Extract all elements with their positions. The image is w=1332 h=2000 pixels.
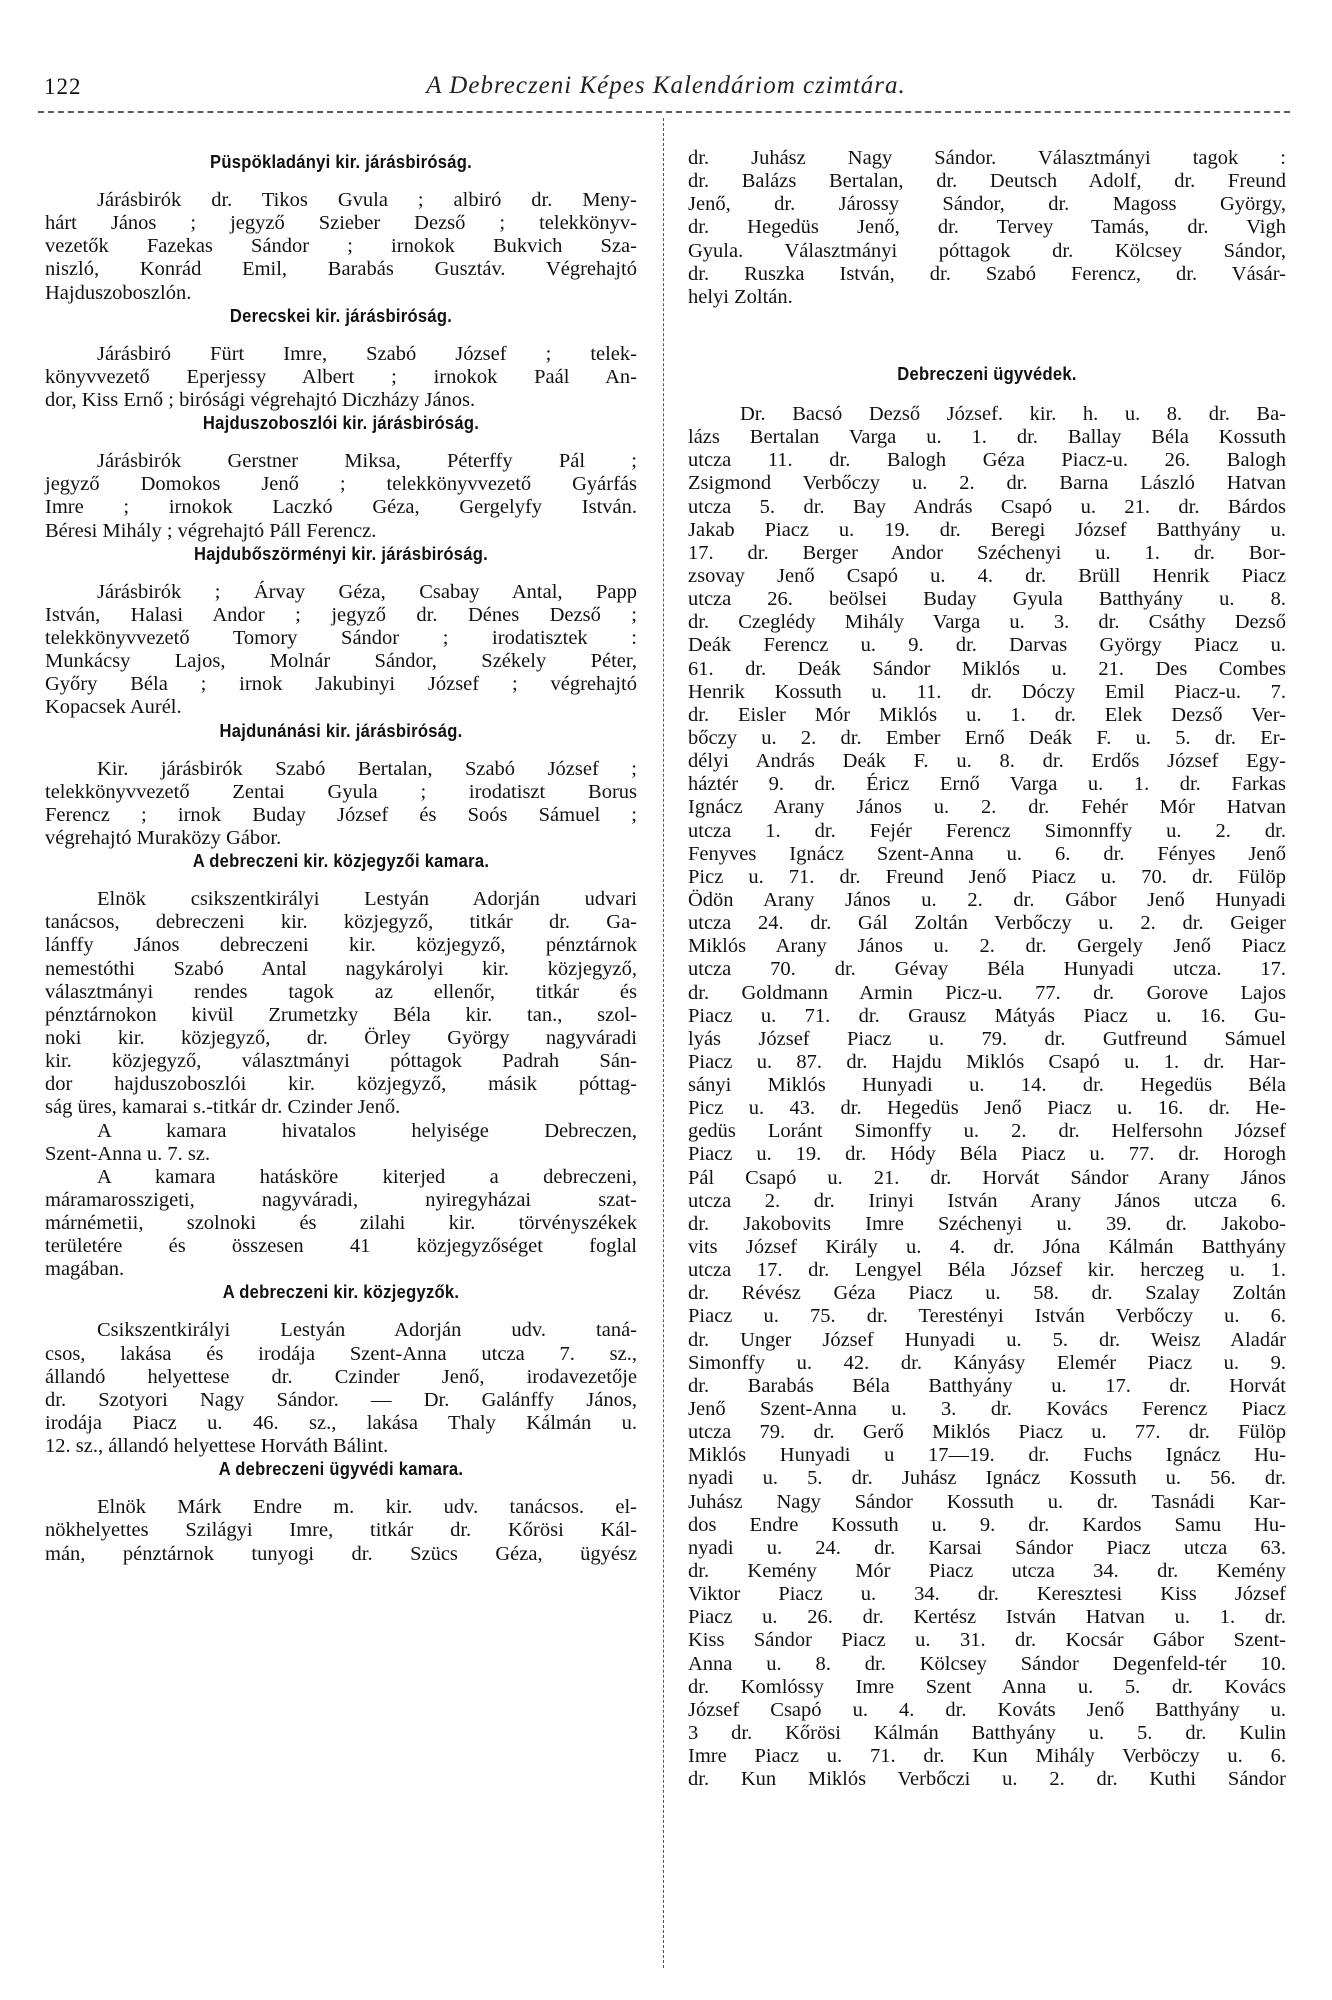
text-line: Anna u. 8. dr. Kölcsey Sándor Degenfeld-tér 10. — [688, 1652, 1286, 1675]
text-line: nökhelyettes Szilágyi Imre, titkár dr. Kőrösi Kál- — [45, 1519, 637, 1542]
text-line: Picz u. 43. dr. Hegedüs Jenő Piacz u. 16. dr. He- — [688, 1097, 1286, 1120]
text-line: bőczy u. 2. dr. Ember Ernő Deák F. u. 5. dr. Er- — [688, 726, 1286, 749]
text-line: dr. Balázs Bertalan, dr. Deutsch Adolf, dr. Freund — [688, 170, 1286, 193]
text-line: Járásbiró Fürt Imre, Szabó József ; telek- — [97, 342, 637, 365]
paragraph — [688, 403, 1286, 1791]
text-line: Kopacsek Aurél. — [45, 696, 182, 719]
text-line: nemestóthi Szabó Antal nagykárolyi kir. közjegyző, — [45, 957, 637, 980]
text-line: dr. Révész Géza Piacz u. 58. dr. Szalay Zoltán — [688, 1282, 1286, 1305]
section-heading: A debreczeni kir. közjegyzői kamara. — [192, 851, 490, 872]
text-line: 61. dr. Deák Sándor Miklós u. 21. Des Combes — [688, 657, 1286, 680]
text-line: magában. — [45, 1258, 125, 1281]
text-line: Dr. Bacsó Dezső József. kir. h. u. 8. dr. Ba- — [740, 402, 1286, 425]
text-line: nyadi u. 5. dr. Juhász Ignácz Kossuth u. 56. dr. — [688, 1467, 1286, 1490]
paragraph — [45, 1166, 637, 1282]
text-line: csos, lakása és irodája Szent-Anna utcza 7. sz., — [45, 1342, 637, 1365]
text-line: dr. Kemény Mór Piacz utcza 34. dr. Kemény — [688, 1560, 1286, 1583]
text-line: gedüs Loránt Simonffy u. 2. dr. Helfersohn József — [688, 1120, 1286, 1143]
text-line: dr. Kun Miklós Verbőczi u. 2. dr. Kuthi Sándor — [688, 1768, 1286, 1791]
text-line: Győry Béla ; irnok Jakubinyi József ; végrehajtó — [45, 673, 637, 696]
paragraph — [45, 1496, 637, 1565]
text-line: Járásbirók Gerstner Miksa, Péterffy Pál ; — [97, 450, 637, 473]
section — [45, 850, 637, 1281]
text-line: Jenő, dr. Járossy Sándor, dr. Magoss György, — [688, 193, 1286, 216]
left-column — [45, 151, 637, 1566]
text-line: Jenő Szent-Anna u. 3. dr. Kovács Ferencz Piacz — [688, 1398, 1286, 1421]
text-line: állandó helyettese dr. Czinder Jenő, irodavezetője — [45, 1365, 637, 1388]
text-line: lázs Bertalan Varga u. 1. dr. Ballay Béla Kossuth — [688, 426, 1286, 449]
section — [688, 363, 1286, 1791]
text-line: 12. sz., állandó helyettese Horváth Bálint. — [45, 1435, 389, 1458]
paragraph — [45, 758, 637, 851]
text-line: lánffy János debreczeni kir. közjegyző, pénztárnok — [45, 934, 637, 957]
section-heading: A debreczeni ügyvédi kamara. — [218, 1459, 464, 1480]
text-line: Imre Piacz u. 71. dr. Kun Mihály Verböczy u. 6. — [688, 1745, 1286, 1768]
text-line: Járásbirók dr. Tikos Gvula ; albiró dr. Meny- — [97, 189, 637, 211]
section-heading: Hajdubőszörményi kir. járásbiróság. — [193, 543, 489, 564]
running-title: A Debreczeni Képes Kalendáriom czimtára. — [426, 72, 906, 99]
text-line: Elnök csikszentkirályi Lestyán Adorján udvari — [97, 888, 637, 911]
text-line: lyás József Piacz u. 79. dr. Gutfreund Sámuel — [688, 1027, 1286, 1050]
column-divider — [663, 118, 664, 1968]
text-line: Henrik Kossuth u. 11. dr. Dóczy Emil Piacz-u. 7. — [688, 680, 1286, 703]
text-line: kir. közjegyző, választmányi póttagok Padrah Sán- — [45, 1050, 637, 1073]
text-line: sányi Miklós Hunyadi u. 14. dr. Hegedüs Béla — [688, 1074, 1286, 1097]
text-line: nyadi u. 24. dr. Karsai Sándor Piacz utcza 63. — [688, 1536, 1286, 1559]
text-line: telekkönyvvezető Zentai Gyula ; irodatiszt Borus — [45, 780, 637, 803]
section-heading: A debreczeni kir. közjegyzők. — [222, 1282, 460, 1303]
text-line: dr. Barabás Béla Batthyány u. 17. dr. Horvát — [688, 1374, 1286, 1397]
text-line: István, Halasi Andor ; jegyző dr. Dénes Dezső ; — [45, 603, 637, 626]
text-line: dr. Goldmann Armin Picz-u. 77. dr. Gorove Lajos — [688, 981, 1286, 1004]
text-line: dr. Unger József Hunyadi u. 5. dr. Weisz Aladár — [688, 1328, 1286, 1351]
section — [45, 543, 637, 720]
text-line: Elnök Márk Endre m. kir. udv. tanácsos. el- — [97, 1496, 637, 1519]
text-line: dr. Ruszka István, dr. Szabó Ferencz, dr. Vásár- — [688, 262, 1286, 285]
text-line: noki kir. közjegyző, dr. Örley György nagyváradi — [45, 1026, 637, 1049]
text-line: utcza 79. dr. Gerő Miklós Piacz u. 77. dr. Fülöp — [688, 1421, 1286, 1444]
text-line: területére és összesen 41 közjegyzőséget foglal — [45, 1235, 637, 1258]
text-line: utcza 5. dr. Bay András Csapó u. 21. dr. Bárdos — [688, 495, 1286, 518]
text-line: máramarosszigeti, nagyváradi, nyiregyházai szat- — [45, 1188, 637, 1211]
text-line: zsovay Jenő Csapó u. 4. dr. Brüll Henrik Piacz — [688, 564, 1286, 587]
text-line: Fenyves Ignácz Szent-Anna u. 6. dr. Fényes Jenő — [688, 842, 1286, 865]
text-line: Piacz u. 71. dr. Grausz Mátyás Piacz u. 16. Gu- — [688, 1004, 1286, 1027]
paragraph — [45, 343, 637, 412]
text-line: dor hajduszoboszlói kir. közjegyző, másik póttag- — [45, 1073, 637, 1096]
section — [45, 151, 637, 305]
text-line: Juhász Nagy Sándor Kossuth u. dr. Tasnádi Kar- — [688, 1490, 1286, 1513]
text-line: választmányi rendes tagok az ellenőr, titkár és — [45, 980, 637, 1003]
text-line: mán, pénztárnok tunyogi dr. Szücs Géza, ügyész — [45, 1542, 637, 1565]
text-line: Imre ; irnokok Laczkó Géza, Gergelyfy István. — [45, 496, 637, 519]
text-line: utcza 70. dr. Gévay Béla Hunyadi utcza. 17. — [688, 958, 1286, 981]
text-line: Gyula. Választmányi póttagok dr. Kölcsey Sándor, — [688, 239, 1286, 262]
paragraph — [45, 581, 637, 720]
text-line: 17. dr. Berger Andor Széchenyi u. 1. dr. Bor- — [688, 541, 1286, 564]
right-column — [688, 147, 1286, 1791]
text-line: irodája Piacz u. 46. sz., lakása Thaly Kálmán u. — [45, 1412, 637, 1435]
text-line: dr. Szotyori Nagy Sándor. — Dr. Galánffy János, — [45, 1388, 637, 1411]
section-heading: Derecskei kir. járásbiróság. — [229, 305, 453, 326]
text-line: Ödön Arany János u. 2. dr. Gábor Jenő Hunyadi — [688, 888, 1286, 911]
text-line: Piacz u. 87. dr. Hajdu Miklós Csapó u. 1. dr. Har- — [688, 1050, 1286, 1073]
text-line: Pál Csapó u. 21. dr. Horvát Sándor Arany János — [688, 1166, 1286, 1189]
text-line: Hajduszoboszlón. — [45, 281, 192, 304]
section-heading: Hajdunánási kir. járásbiróság. — [219, 720, 463, 741]
text-line: A kamara hivatalos helyisége Debreczen, — [97, 1119, 637, 1142]
section-heading: Hajduszoboszlói kir. járásbiróság. — [202, 413, 480, 434]
text-line: márnémetii, szolnoki és zilahi kir. törvényszékek — [45, 1212, 637, 1235]
text-line: tanácsos, debreczeni kir. közjegyző, titkár dr. Ga- — [45, 911, 637, 934]
text-line: Csikszentkirályi Lestyán Adorján udv. taná- — [97, 1319, 637, 1342]
text-line: hárt János ; jegyző Szieber Dezső ; telekkönyv- — [45, 212, 637, 235]
text-line: dor, Kiss Ernő ; birósági végrehajtó Diczházy János. — [45, 388, 476, 411]
text-line: végrehajtó Muraközy Gábor. — [45, 826, 282, 849]
text-line: Béresi Mihály ; végrehajtó Páll Ferencz. — [45, 519, 377, 542]
text-line: dos Endre Kossuth u. 9. dr. Kardos Samu Hu- — [688, 1513, 1286, 1536]
section — [45, 412, 637, 543]
text-line: Miklós Arany János u. 2. dr. Gergely Jenő Piacz — [688, 935, 1286, 958]
section — [45, 305, 637, 412]
text-line: jegyző Domokos Jenő ; telekkönyvvezető Gyárfás — [45, 473, 637, 496]
section-heading: Püspökladányi kir. járásbiróság. — [210, 152, 472, 172]
text-line: Szent-Anna u. 7. sz. — [45, 1142, 211, 1165]
text-line: Deák Ferencz u. 9. dr. Darvas György Piacz u. — [688, 634, 1286, 657]
page-number: 122 — [44, 74, 82, 99]
text-line: Miklós Hunyadi u 17—19. dr. Fuchs Ignácz Hu- — [688, 1444, 1286, 1467]
text-line: könyvvezető Eperjessy Albert ; irnokok Paál An- — [45, 365, 637, 388]
text-line: 3 dr. Kőrösi Kálmán Batthyány u. 5. dr. Kulin — [688, 1722, 1286, 1744]
section — [45, 1458, 637, 1565]
text-line: dr. Juhász Nagy Sándor. Választmányi tagok : — [688, 147, 1286, 169]
text-line: utcza 1. dr. Fejér Ferencz Simonnffy u. 2. dr. — [688, 819, 1286, 842]
text-line: ság üres, kamarai s.-titkár dr. Czinder Jenő. — [45, 1096, 401, 1119]
text-line: telekkönyvvezető Tomory Sándor ; irodatisztek : — [45, 626, 637, 649]
text-line: utcza 11. dr. Balogh Géza Piacz-u. 26. Balogh — [688, 449, 1286, 472]
text-line: Munkácsy Lajos, Molnár Sándor, Székely Péter, — [45, 650, 637, 673]
paragraph — [45, 1319, 637, 1458]
paragraph — [688, 147, 1286, 309]
text-line: Ignácz Arany János u. 2. dr. Fehér Mór Hatvan — [688, 796, 1286, 819]
text-line: utcza 26. beölsei Buday Gyula Batthyány u. 8. — [688, 588, 1286, 611]
paragraph — [45, 450, 637, 543]
text-line: dr. Komlóssy Imre Szent Anna u. 5. dr. Kovács — [688, 1675, 1286, 1698]
text-line: Simonffy u. 42. dr. Kányásy Elemér Piacz u. 9. — [688, 1351, 1286, 1374]
text-line: Kiss Sándor Piacz u. 31. dr. Kocsár Gábor Szent- — [688, 1629, 1286, 1652]
text-line: Piacz u. 19. dr. Hódy Béla Piacz u. 77. dr. Horogh — [688, 1143, 1286, 1166]
text-line: vezetők Fazekas Sándor ; irnokok Bukvich Sza- — [45, 235, 637, 258]
text-line: Piacz u. 26. dr. Kertész István Hatvan u. 1. dr. — [688, 1606, 1286, 1629]
text-line: niszló, Konrád Emil, Barabás Gusztáv. Végrehajtó — [45, 258, 637, 281]
text-line: dr. Eisler Mór Miklós u. 1. dr. Elek Dezső Ver- — [688, 703, 1286, 726]
text-line: Ferencz ; irnok Buday József és Soós Sámuel ; — [45, 803, 637, 826]
text-line: dr. Czeglédy Mihály Varga u. 3. dr. Csáthy Dezső — [688, 611, 1286, 634]
text-line: utcza 17. dr. Lengyel Béla József kir. herczeg u. 1. — [688, 1259, 1286, 1282]
paragraph — [45, 888, 637, 1119]
text-line: vits József Király u. 4. dr. Jóna Kálmán Batthyány — [688, 1236, 1286, 1259]
text-line: utcza 24. dr. Gál Zoltán Verbőczy u. 2. dr. Geiger — [688, 912, 1286, 935]
text-line: Viktor Piacz u. 34. dr. Keresztesi Kiss József — [688, 1583, 1286, 1606]
text-line: dr. Hegedüs Jenő, dr. Tervey Tamás, dr. Vigh — [688, 216, 1286, 239]
paragraph — [45, 1120, 637, 1166]
text-line: dr. Jakobovits Imre Széchenyi u. 39. dr. Jakobo- — [688, 1212, 1286, 1235]
text-line: József Csapó u. 4. dr. Kováts Jenő Batthyány u. — [688, 1698, 1286, 1721]
text-line: utcza 2. dr. Irinyi István Arany János utcza 6. — [688, 1189, 1286, 1212]
section — [45, 720, 637, 851]
text-line: A kamara hatásköre kiterjed a debreczeni, — [97, 1165, 637, 1188]
header-rule — [38, 111, 1290, 113]
text-line: Piacz u. 75. dr. Terestényi István Verbőczy u. 6. — [688, 1305, 1286, 1328]
section — [688, 147, 1286, 309]
text-line: háztér 9. dr. Éricz Ernő Varga u. 1. dr. Farkas — [688, 773, 1286, 796]
text-line: Picz u. 71. dr. Freund Jenő Piacz u. 70. dr. Fülöp — [688, 865, 1286, 888]
section-heading: Debreczeni ügyvédek. — [897, 363, 1077, 384]
text-line: helyi Zoltán. — [688, 285, 793, 308]
paragraph — [45, 189, 637, 305]
text-line: Járásbirók ; Árvay Géza, Csabay Antal, Papp — [97, 580, 637, 603]
section — [45, 1281, 637, 1458]
text-line: délyi András Deák F. u. 8. dr. Erdős József Egy- — [688, 750, 1286, 773]
text-line: Jakab Piacz u. 19. dr. Beregi József Batthyány u. — [688, 518, 1286, 541]
text-line: pénztárnokon kivül Zrumetzky Béla kir. tan., szol- — [45, 1003, 637, 1026]
text-line: Kir. járásbirók Szabó Bertalan, Szabó József ; — [97, 757, 637, 780]
text-line: Zsigmond Verbőczy u. 2. dr. Barna László Hatvan — [688, 472, 1286, 495]
